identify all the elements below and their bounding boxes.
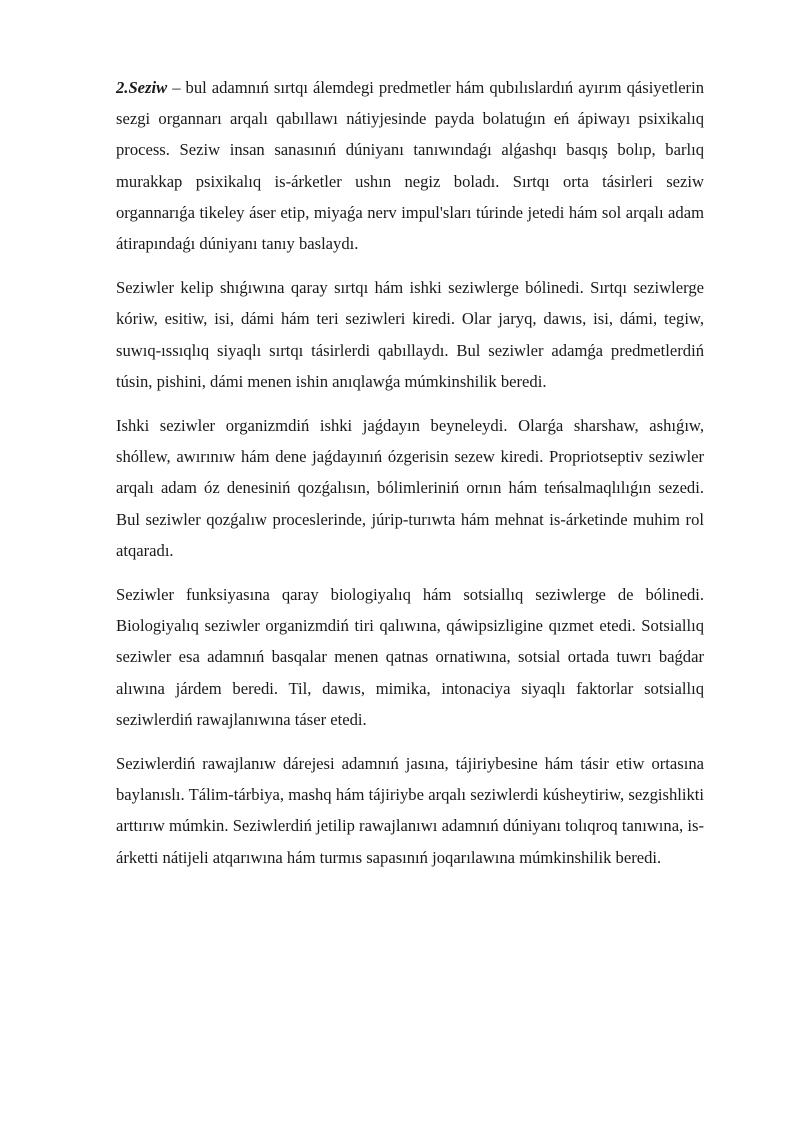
paragraph-text: – bul adamnıń sırtqı álemdegi predmetler hám qubılıslardıń ayırım qásiyetlerin sezgi organnarı arqalı qabıllawı nátiyjesinde payda bolatuǵın eń ápiwayı psixikalıq process. Seziw insan sanasınıń dúniyanı tanıwındaǵı alǵashqı basqış bolıp, barlıq murakkap psixikalıq is-árketler ushın negiz boladı. Sırtqı orta tásirleri seziw organnarıǵa tikeley áser etip, miyaǵa nerv impul'sları túrinde jetedi hám sol arqalı adam átirapındaǵı dúniyanı tanıy baslaydı.: [116, 78, 704, 254]
paragraph-internal-sensations: [116, 410, 704, 566]
document-page: [116, 72, 704, 886]
paragraph-biological-social: [116, 579, 704, 735]
paragraph-development: [116, 748, 704, 873]
paragraph-text: Seziwlerdiń rawajlanıw dárejesi adamnıń jasına, tájiriybesine hám tásir etiw ortasına baylanıslı. Tálim-tárbiya, mashq hám tájiriybe arqalı seziwlerdi kúsheytiriw, sezgishlikti arttırıw múmkin. Seziwlerdiń jetilip rawajlanıwı adamnıń dúniyanı tolıqroq tanıwına, is-árketti nátijeli atqarıwına hám turmıs sapasınıń joqarılawına múmkinshilik beredi.: [116, 754, 704, 867]
paragraph-text: Ishki seziwler organizmdiń ishki jaǵdayın beyneleydi. Olarǵa sharshaw, ashıǵıw, shóllew, awırınıw hám dene jaǵdayınıń ózgerisin sezew kiredi. Propriotseptiv seziwler arqalı adam óz denesiniń qozǵalısın, bólimleriniń ornın hám teńsalmaqlılıǵın sezedi. Bul seziwler qozǵalıw proceslerinde, júrip-turıwta hám mehnat is-árketinde muhim rol atqaradı.: [116, 416, 704, 560]
paragraph-text: Seziwler funksiyasına qaray biologiyalıq hám sotsiallıq seziwlerge de bólinedi. Biologiyalıq seziwler organizmdiń tiri qalıwına, qáwipsizligine qızmet etedi. Sotsiallıq seziwler esa adamnıń basqalar menen qatnas ornatiwına, sotsial ortada tuwrı baǵdar alıwına járdem beredi. Til, dawıs, mimika, intonaciya siyaqlı faktorlar sotsiallıq seziwlerdiń rawajlanıwına táser etedi.: [116, 585, 704, 729]
paragraph-external-internal: [116, 272, 704, 397]
section-heading: 2.Seziw: [116, 78, 168, 97]
paragraph-text: Seziwler kelip shıǵıwına qaray sırtqı hám ishki seziwlerge bólinedi. Sırtqı seziwlerge kóriw, esitiw, isi, dámi hám teri seziwleri kiredi. Olar jaryq, dawıs, isi, dámi, tegiw, suwıq-ıssıqlıq siyaqlı sırtqı tásirlerdi qabıllaydı. Bul seziwler adamǵa predmetlerdiń túsin, pishini, dámi menen ishin anıqlawǵa múmkinshilik beredi.: [116, 278, 704, 391]
paragraph-seziw-definition: [116, 72, 704, 259]
